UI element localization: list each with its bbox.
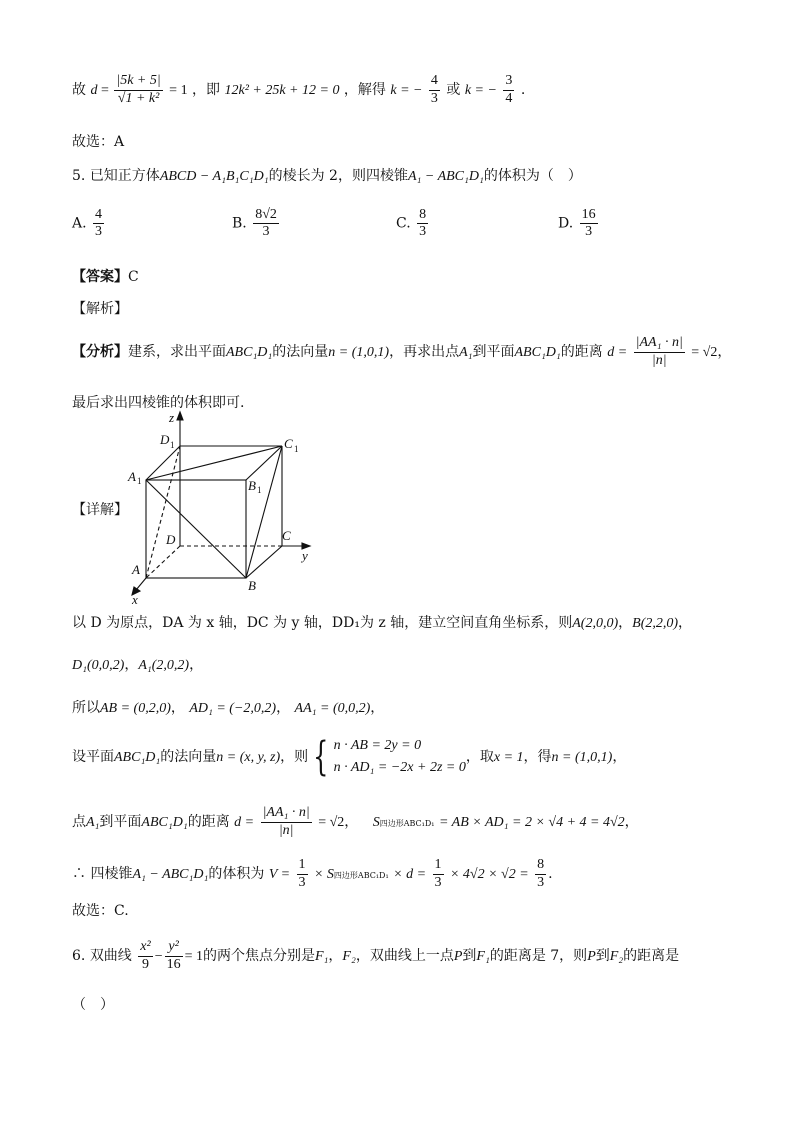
label-A1-sub: 1 (137, 476, 142, 486)
sol-l4-x: x = 1 (493, 750, 524, 765)
q6-F2b: F₂ (609, 949, 624, 964)
label-D1-sub: 1 (170, 440, 175, 450)
sol-l6-S-sub: 四边形ABC₁D₁ (333, 871, 389, 880)
q6-paren: （ ） (72, 997, 114, 1013)
sol-l5-d: d = (234, 815, 255, 830)
q6-y-num: y² (165, 939, 183, 956)
system-eq2: n · AD₁ = −2x + 2z = 0 (333, 760, 466, 775)
sol-l5f: ， (344, 814, 359, 830)
label-A: A (132, 562, 140, 577)
sol-l6c: × S (313, 867, 334, 882)
analysis-dist-fraction (634, 335, 685, 368)
q5-stem (72, 165, 582, 185)
q6-P2: P (587, 949, 596, 964)
analysis-t1: 建系，求出平面 (128, 344, 226, 360)
sol-comma: ， (170, 700, 185, 716)
sol-l4-result: n = (1,0,1) (551, 750, 613, 765)
p4-k2-den: 4 (505, 90, 513, 106)
q6-t5: 的距离是 7，则 (489, 948, 588, 964)
p4-d-var: d (90, 83, 98, 98)
analysis-point: A₁ (459, 345, 473, 360)
p4-distance-numerator: |5k + 5| (114, 73, 162, 90)
option-num: 16 (580, 207, 598, 224)
edge-BC1 (246, 446, 282, 578)
analysis-dist-num: |AA₁ · n| (634, 335, 685, 352)
sol-l5h: ， (624, 814, 639, 830)
label-D1: D (160, 432, 170, 447)
analysis-plane2: ABC₁D₁ (514, 345, 561, 360)
option-den: 3 (95, 224, 103, 240)
option-fraction (580, 207, 598, 240)
sol-comma: ， (370, 700, 385, 716)
analysis-t5: 的距离 (560, 344, 603, 360)
option-letter: B. (232, 215, 247, 232)
detail-tag: 【详解】 (72, 502, 128, 518)
label-x: x (132, 592, 138, 604)
q6-number: 6. (72, 948, 86, 964)
label-z: z (169, 410, 175, 425)
p4-end: . (520, 82, 526, 98)
q6-t7: 的距离是 (623, 948, 680, 964)
sol-point-A: A(2,0,0) (572, 616, 619, 631)
sol-vec-AA1: AA₁ = (0,0,2) (294, 701, 371, 716)
q5-pyramid: A₁ − ABC₁D₁ (407, 169, 484, 184)
q5-option-d (558, 207, 600, 240)
q6-t1: 双曲线 (89, 948, 132, 964)
frac-num: 8 (535, 857, 546, 874)
sol-l5g: = AB × AD₁ = 2 × √4 + 4 = 4√2 (438, 815, 625, 830)
frac-den: 3 (298, 874, 306, 890)
q6-t4: 到 (462, 948, 477, 964)
sol-line1 (72, 612, 692, 632)
x-axis (136, 578, 146, 590)
q6-x-fraction (138, 939, 152, 972)
sol-line4 (72, 733, 626, 782)
sol-line2 (72, 654, 203, 674)
edge-A1C1 (146, 446, 282, 480)
analysis-t6: ， (717, 344, 732, 360)
edge-B1C1 (246, 446, 282, 480)
label-C1: C (284, 436, 293, 451)
p4-k2-fraction (503, 73, 514, 106)
p4-k1-num: 4 (429, 73, 440, 90)
analysis-line2: 最后求出四棱锥的体积即可. (72, 395, 245, 411)
analysis-t3: ，再求出点 (389, 344, 460, 360)
sol-line3 (72, 697, 384, 717)
sol-l6-end: . (548, 866, 553, 882)
system-brace: { (313, 734, 329, 780)
label-C: C (282, 528, 291, 543)
system-eq1: n · AB = 2y = 0 (333, 738, 422, 753)
q5-option-b (232, 207, 281, 240)
edge-A1D1 (146, 446, 180, 480)
frac-num: 1 (433, 857, 444, 874)
label-B1: B (248, 478, 256, 493)
sol-vec-AD1: AD₁ = (−2,0,2) (189, 701, 277, 716)
answer-line (72, 266, 139, 286)
option-fraction (253, 207, 279, 240)
q5-cube: ABCD − A₁B₁C₁D₁ (159, 169, 269, 184)
sol-l1a: 以 D 为原点，DA 为 x 轴，DC 为 y 轴， (72, 615, 332, 631)
analysis-dist-rhs: = √2 (691, 345, 718, 360)
q6-t6: 到 (595, 948, 610, 964)
sol-l5-plane: ABC₁D₁ (141, 815, 188, 830)
q6-P: P (453, 949, 463, 964)
label-C1-sub: 1 (294, 444, 299, 454)
p4-distance-fraction (114, 73, 162, 106)
p4-mid2: ，解得 (343, 82, 386, 98)
option-fraction (93, 207, 104, 240)
sol-l4b: 的法向量 (160, 749, 217, 765)
label-B1-sub: 1 (257, 485, 262, 495)
sol-l6a: ∴ 四棱锥 (72, 866, 133, 882)
frac-num: 1 (297, 857, 308, 874)
sol-line5 (72, 804, 639, 842)
answer-tag: 【答案】 (72, 269, 128, 285)
q6-F1: F₁ (315, 949, 329, 964)
sol-point-D1: D₁(0,0,2) (72, 658, 125, 673)
q6-minus: − (154, 949, 163, 964)
option-letter: C. (396, 215, 411, 232)
p4-k1-fraction (429, 73, 440, 106)
sol-point-B: B(2,2,0) (632, 616, 679, 631)
p4-quadratic: 12k² + 25k + 12 = 0 (224, 83, 340, 98)
p4-mid: ，即 (192, 82, 221, 98)
q6-eq: = 1 (184, 949, 203, 964)
sol-l5-den: |n| (278, 822, 294, 838)
q5-option-c (396, 207, 430, 240)
sol-l4-n: n = (x, y, z) (216, 750, 281, 765)
sol-l4d: ，取 (465, 749, 494, 765)
q5-text-c: 的体积为（ ） (483, 168, 582, 184)
q6-t3: ，双曲线上一点 (355, 948, 454, 964)
q6-y-fraction (165, 939, 183, 972)
sol-l5c: 的距离 (187, 814, 230, 830)
sol-l4e: ，得 (523, 749, 552, 765)
frac-den: 3 (434, 874, 442, 890)
label-A1: A (128, 469, 136, 484)
sol-vec-AB: AB = (0,2,0) (100, 701, 171, 716)
p4-k1-den: 3 (430, 90, 438, 106)
p4-lead: 故 (72, 82, 86, 98)
q6-x-num: x² (138, 939, 152, 956)
sol-comma: ， (276, 700, 291, 716)
analysis-line (72, 334, 731, 371)
sol-l6-frac2 (433, 857, 444, 890)
sol-l6-V: V = (268, 867, 291, 882)
sol-l5-fraction (261, 805, 312, 838)
label-y: y (302, 548, 308, 563)
analysis-plane: ABC₁D₁ (226, 345, 273, 360)
label-D: D (166, 532, 176, 547)
q5-text-a: 已知正方体 (89, 168, 160, 184)
sol-l6-pyramid: A₁ − ABC₁D₁ (132, 867, 209, 882)
sol-point-A1: A₁(2,0,2) (138, 658, 190, 673)
sol-l5-point: A₁ (86, 815, 100, 830)
sol-l6-frac3 (535, 857, 546, 890)
sol-l6e: × 4√2 × √2 = (449, 867, 529, 882)
sol-comma: ， (189, 657, 204, 673)
analysis-sub-tag: 【分析】 (72, 344, 128, 360)
p4-k2-num: 3 (503, 73, 514, 90)
sol-l5a: 点 (72, 814, 86, 830)
frac-den: 3 (537, 874, 545, 890)
sol-l4f: ， (612, 749, 627, 765)
p4-distance-denominator: √1 + k² (117, 90, 160, 106)
analysis-t2: 的法向量 (272, 344, 329, 360)
edge-AD1 (146, 446, 180, 578)
sol-l3a: 所以 (72, 700, 100, 716)
p4-distance-line: 故 d = $\frac{|5k + 5|}{\text{√1 + k²}}$ = 1 ，即 12k² + 25k + 12 = 0 ，解得 k = − $\frac{4}{3}$ 或 k = − $\frac{3}{4}$ . (72, 73, 526, 106)
analysis-tag: 【解析】 (72, 301, 128, 317)
z-axis-arrow (177, 412, 183, 420)
sol-l1d: ， (678, 615, 693, 631)
p4-eq1: = 1 (169, 83, 188, 98)
q5-option-a (72, 207, 106, 240)
q6-F1b: F₁ (476, 949, 490, 964)
option-num: 8√2 (253, 207, 279, 224)
edge-A1B (146, 480, 246, 578)
sol-l4c: ，则 (280, 749, 309, 765)
option-den: 3 (262, 224, 270, 240)
equation-system (334, 735, 466, 779)
analysis-dist-lhs: d = (607, 345, 628, 360)
p4-or: 或 (446, 82, 461, 98)
q6-stem (72, 936, 679, 977)
sol-line6 (72, 856, 553, 894)
option-num: 8 (417, 207, 428, 224)
edge-DA (146, 546, 180, 578)
sol-l6b: 的体积为 (208, 866, 265, 882)
sol-l5-S-sub: 四边形ABC₁D₁ (379, 819, 435, 828)
q6-F2: F₂ (342, 949, 356, 964)
analysis-normal: n = (1,0,1) (328, 345, 390, 360)
sol-l6d: × d = (393, 867, 427, 882)
sol-comma: ， (124, 657, 139, 673)
sol-l4a: 设平面 (72, 749, 114, 765)
p4-choice: 故选：A (72, 134, 125, 150)
p4-k1-lhs: k = − (390, 83, 423, 98)
option-letter: A. (72, 215, 87, 232)
sol-l5e: = √2 (318, 815, 345, 830)
q6-sep: ， (328, 948, 343, 964)
q6-y-den: 16 (166, 956, 181, 972)
sol-l4-plane: ABC₁D₁ (114, 750, 161, 765)
analysis-dist-den: |n| (651, 352, 667, 368)
option-den: 3 (419, 224, 427, 240)
option-num: 4 (93, 207, 104, 224)
sol-l6-frac1 (297, 857, 308, 890)
option-fraction (417, 207, 428, 240)
cube-figure (122, 408, 332, 604)
sol-l1b: DD₁为 z 轴，建立空间直角坐标系，则 (331, 615, 573, 631)
analysis-t4: 到平面 (472, 344, 515, 360)
sol-l1c: ， (618, 615, 633, 631)
q5-text-b: 的棱长为 2，则四棱锥 (268, 168, 408, 184)
q5-number: 5. (72, 168, 86, 184)
answer-value: C (128, 269, 139, 285)
option-den: 3 (585, 224, 593, 240)
option-letter: D. (558, 215, 574, 232)
q6-t2: 的两个焦点分别是 (203, 948, 315, 964)
sol-l5-num: |AA₁ · n| (261, 805, 312, 822)
edge-BC (246, 546, 282, 578)
label-B: B (248, 578, 256, 593)
sol-choice: 故选：C. (72, 903, 129, 919)
q6-x-den: 9 (141, 956, 149, 972)
sol-l5b: 到平面 (99, 814, 142, 830)
p4-k2-lhs: k = − (464, 83, 497, 98)
sol-l5-S: S (372, 815, 380, 830)
